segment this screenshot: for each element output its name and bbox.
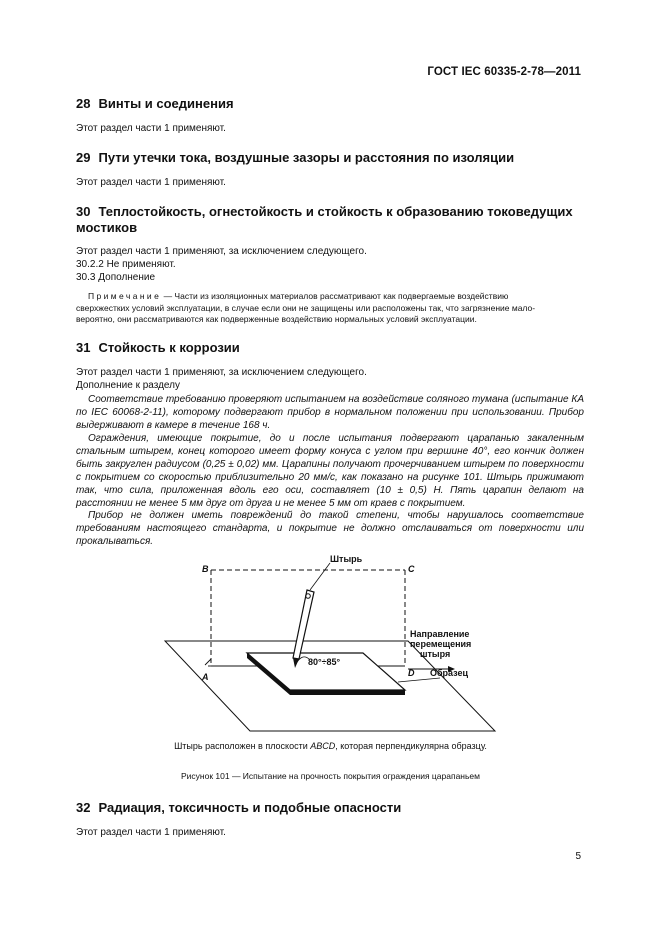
section-number: 32 (76, 800, 91, 815)
pin-label-leader (310, 563, 330, 590)
document-code: ГОСТ IEC 60335-2-78—2011 (427, 66, 581, 78)
section-29-text: Этот раздел части 1 применяют. (76, 177, 226, 188)
section-number: 29 (76, 150, 91, 165)
figure-caption-plane: Штырь расположен в плоскости ABCD, которая перпендикулярна образцу. (174, 741, 487, 751)
section-28-heading (76, 96, 234, 112)
section-title: Пути утечки тока, воздушные зазоры и расстояния по изоляции (98, 150, 515, 165)
section-31-paragraph-3: Прибор не должен иметь повреждений до такой степени, чтобы нарушалось соответствие требованиям настоящего стандарта, и покрытие не должно отслаиваться от поверхности или прокалываться. (76, 510, 584, 547)
section-title: Радиация, токсичность и подобные опасности (98, 800, 402, 815)
direction-label-line-2: перемещения (410, 639, 472, 649)
section-32-heading (76, 800, 401, 816)
figure-101-scratch-test (150, 550, 510, 735)
figure-caption-title: Рисунок 101 — Испытание на прочность покрытия ограждения царапаньем (180, 771, 480, 781)
section-number: 30 (76, 204, 91, 219)
sample-label: Образец (430, 668, 469, 678)
angle-label: 80°÷85° (308, 657, 341, 667)
pin-label: Штырь (330, 554, 363, 564)
note-line-1: — Части из изоляционных материалов рассматривают как подвергаемые воздействию (161, 291, 509, 301)
note-label: Примечание (88, 291, 162, 301)
section-32-text: Этот раздел части 1 применяют. (76, 827, 226, 838)
section-30-item-2: 30.3 Дополнение (76, 272, 156, 283)
sample-front-edge (290, 690, 405, 695)
section-31-heading (76, 340, 240, 356)
section-28-text: Этот раздел части 1 применяют. (76, 123, 226, 134)
sample-label-leader (398, 678, 440, 682)
section-30-heading (76, 204, 573, 220)
section-31-text-2: Дополнение к разделу (76, 380, 180, 391)
section-number: 28 (76, 96, 91, 111)
note-line-2: сверхжестких условий эксплуатации, в случае если они не защищены или расположены так, что загрязнение мало- (76, 302, 536, 313)
section-title: Винты и соединения (98, 96, 234, 111)
section-30-note (76, 291, 584, 326)
section-number: 31 (76, 340, 91, 355)
corner-label-c: C (408, 564, 415, 574)
corner-label-d: D (408, 668, 415, 678)
note-line-3: вероятно, они рассматриваются как подверженные воздействию нормальных условий эксплуатации. (76, 314, 477, 324)
section-31-text-1: Этот раздел части 1 применяют, за исключением следующего. (76, 367, 367, 378)
section-30-heading-line-2: мостиков (76, 220, 138, 235)
section-31-paragraph-1: Соответствие требованию проверяют испытанием на воздействие соляного тумана (испытание КА по IEC 60068-2-11), которому подвергают прибор в нормальном положении при использовании. Прибор выдерживают в камере в течение 168 ч. (76, 394, 584, 431)
section-29-heading (76, 150, 514, 166)
pin-body (293, 590, 314, 659)
section-title-line-1: Теплостойкость, огнестойкость и стойкость к образованию токоведущих (98, 204, 573, 219)
corner-label-b: B (202, 564, 209, 574)
section-30-item-1: 30.2.2 Не применяют. (76, 259, 176, 270)
page-number: 5 (575, 851, 581, 862)
section-30-text: Этот раздел части 1 применяют, за исключением следующего. (76, 246, 367, 257)
corner-a-mark (205, 659, 211, 665)
section-31-paragraph-2: Ограждения, имеющие покрытие, до и после испытания подвергают царапанью закаленным стальным штырем, конец которого имеет форму конуса с углом при вершине 40°, его кончик должен быть закруглен радиусом (0,25 ± 0,02) мм. Царапины получают прочерчиванием штырем по поверхности с покрытием со скоростью приблизительно 20 мм/с, как показано на рисунке 101. Штырь прижимают так, что сила, приложенная вдоль его оси, составляет (10 ± 0,5) Н. Пять царапин делают на расстоянии не менее 5 мм друг от друга и не менее 5 мм от краев с покрытием. (76, 433, 584, 509)
corner-label-a: A (202, 672, 209, 682)
direction-label-line-1: Направление (410, 629, 470, 639)
section-title: Стойкость к коррозии (98, 340, 240, 355)
direction-label-line-3: штыря (420, 649, 451, 659)
